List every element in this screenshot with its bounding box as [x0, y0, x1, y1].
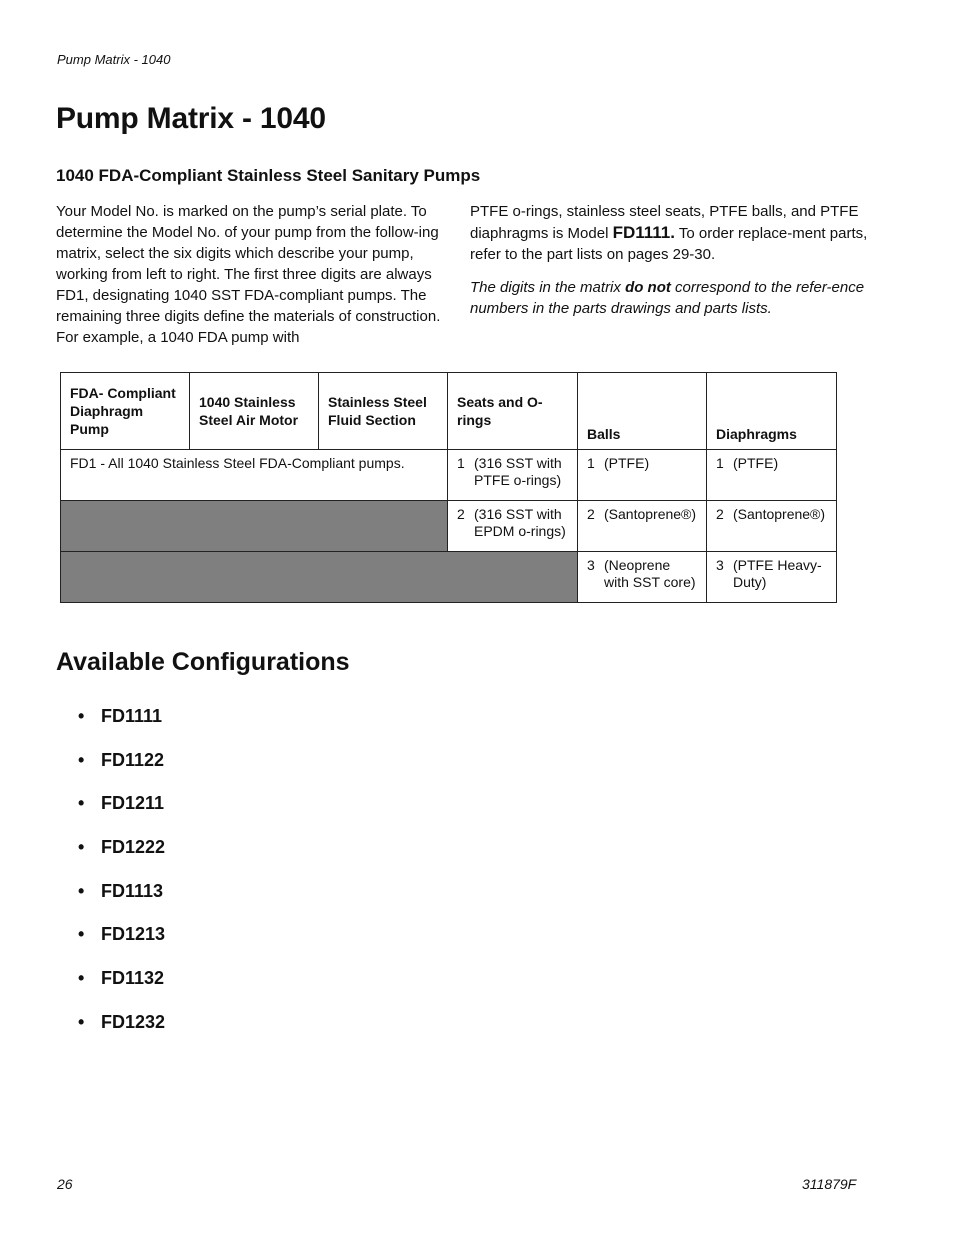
intro-paragraph: Your Model No. is marked on the pump’s serial plate. To determine the Model No. of your pump from the follow-ing matrix, select the six digits which describe your pump, working from left to right. The first three digits are always FD1, designating 1040 SST FDA-compliant pumps. The remaining three digits define the materials of construction. For example, a 1040 FDA pump with [56, 203, 441, 346]
list-item [78, 706, 165, 750]
header-pump: FDA- Compliant Diaphragm Pump [61, 373, 190, 450]
option-text: (316 SST with EPDM o-rings) [474, 506, 566, 539]
configuration-code: FD1232 [101, 1011, 166, 1032]
list-item [78, 793, 165, 837]
list-item [78, 750, 165, 794]
option-text: (Santoprene®) [604, 506, 697, 522]
configuration-code: FD1132 [101, 968, 165, 989]
option-number: 1 [457, 455, 465, 471]
shaded-cell [61, 501, 448, 552]
matrix-note [470, 277, 870, 319]
option-text: (316 SST with PTFE o-rings) [474, 455, 562, 488]
list-item [78, 968, 165, 1012]
configuration-code: FD1213 [101, 924, 166, 945]
diaphragms-option-2 [707, 501, 837, 552]
option-text: (PTFE) [733, 455, 779, 471]
matrix-row-3 [61, 552, 837, 603]
intro-continuation-start: PTFE o-rings, stainless steel seats, PTFE balls, and PTFE diaphragms is Model [470, 203, 859, 242]
option-text: (Neoprene with SST core) [604, 557, 696, 590]
document-number: 311879F [802, 1176, 857, 1192]
option-number: 3 [587, 557, 595, 573]
header-diaphragms: Diaphragms [707, 373, 837, 450]
option-text: (PTFE Heavy-Duty) [733, 557, 822, 590]
running-header: Pump Matrix - 1040 [57, 52, 171, 67]
intro-continuation-end: To order replace-ment parts, refer to the part lists on pages 29-30. [470, 225, 868, 263]
option-number: 2 [457, 506, 465, 522]
bullet-icon: • [78, 837, 85, 858]
bullet-icon: • [78, 968, 85, 989]
example-model-number: FD1111. [612, 223, 675, 242]
bullet-icon: • [78, 924, 85, 945]
bullet-icon: • [78, 793, 85, 814]
seats-option-2 [448, 501, 578, 552]
header-seats: Seats and O-rings [448, 373, 578, 450]
bullet-icon: • [78, 706, 85, 726]
list-item [78, 837, 165, 881]
note-end: correspond to the refer-ence numbers in the parts drawings and parts lists. [470, 279, 865, 317]
header-air-motor: 1040 Stainless Steel Air Motor [190, 373, 319, 450]
pump-matrix-table [60, 372, 837, 603]
matrix-row-2 [61, 501, 837, 552]
intro-continuation [470, 201, 870, 265]
pump-family-cell: FD1 - All 1040 Stainless Steel FDA-Compliant pumps. [61, 450, 448, 501]
list-item [78, 881, 165, 925]
diaphragms-option-3 [707, 552, 837, 603]
matrix-row-1 [61, 450, 837, 501]
option-text: (PTFE) [604, 455, 650, 471]
balls-option-3 [578, 552, 707, 603]
configuration-code: FD1222 [101, 837, 166, 858]
bullet-icon: • [78, 1011, 85, 1032]
intro-left-column [56, 201, 446, 348]
intro-right-column [470, 201, 870, 319]
configuration-code: FD1211 [101, 793, 165, 814]
option-number: 1 [587, 455, 595, 471]
section-heading: 1040 FDA-Compliant Stainless Steel Sanitary Pumps [56, 166, 481, 185]
configuration-code: FD1113 [101, 880, 164, 901]
shaded-cell [61, 552, 578, 603]
option-number: 2 [587, 506, 595, 522]
option-number: 2 [716, 506, 724, 522]
option-number: 1 [716, 455, 724, 471]
list-item [78, 924, 165, 968]
bullet-icon: • [78, 880, 85, 901]
page-number: 26 [57, 1176, 73, 1192]
header-fluid-section: Stainless Steel Fluid Section [319, 373, 448, 450]
list-item [78, 1012, 165, 1056]
balls-option-2 [578, 501, 707, 552]
seats-option-1 [448, 450, 578, 501]
configuration-code: FD1122 [101, 749, 165, 770]
configurations-heading: Available Configurations [56, 648, 350, 676]
bullet-icon: • [78, 749, 85, 770]
configurations-list [78, 706, 165, 1056]
diaphragms-option-1 [707, 450, 837, 501]
note-start: The digits in the matrix [470, 279, 626, 296]
balls-option-1 [578, 450, 707, 501]
header-balls: Balls [578, 373, 707, 450]
page-title: Pump Matrix - 1040 [56, 102, 326, 135]
configuration-code: FD1111 [101, 706, 163, 726]
matrix-header-row [61, 373, 837, 450]
option-text: (Santoprene®) [733, 506, 826, 522]
option-number: 3 [716, 557, 724, 573]
note-emphasis: do not [625, 279, 671, 296]
